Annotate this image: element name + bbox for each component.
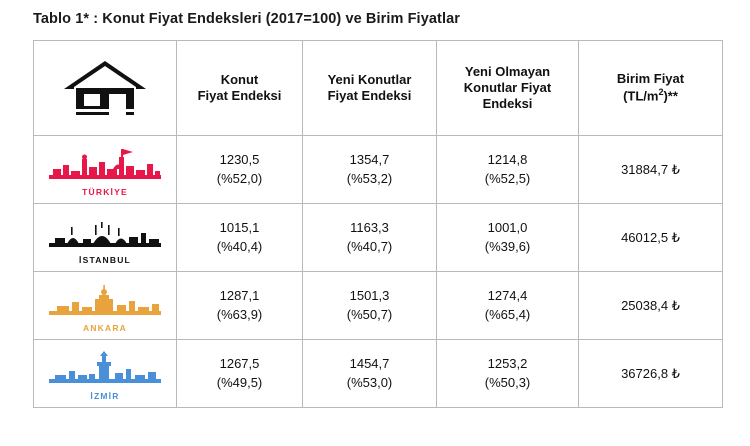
ankara-skyline-icon	[47, 281, 163, 321]
table-header	[34, 41, 723, 136]
turkiye-skyline-icon	[47, 145, 163, 185]
value-main: 1214,8	[487, 151, 528, 167]
header-yeniolmayan-line1: Yeni Olmayan	[464, 63, 551, 79]
city-label: İSTANBUL	[79, 254, 131, 265]
cell-konut-index	[177, 204, 303, 272]
value-percent: (%63,9)	[216, 306, 263, 322]
value-percent: (%50,7)	[346, 306, 393, 322]
cell-konut-index	[177, 340, 303, 408]
cell-birim-fiyat: 31884,7 ₺	[579, 136, 723, 204]
cell-konut-index	[177, 272, 303, 340]
value-percent: (%65,4)	[484, 306, 531, 322]
city-cell-istanbul	[34, 204, 177, 272]
page-title: Tablo 1* : Konut Fiyat Endeksleri (2017=100) ve Birim Fiyatlar	[33, 11, 460, 27]
cell-yeni-index	[303, 272, 437, 340]
header-birim-line1: Birim Fiyat	[616, 71, 685, 87]
cell-yeni-olmayan-index	[437, 272, 579, 340]
value-main: 1454,7	[349, 355, 390, 371]
header-yeni-konutlar-fiyat-endeksi	[303, 41, 437, 136]
value-main: 1230,5	[219, 151, 260, 167]
city-wrap	[34, 281, 176, 333]
header-birim-unit-pre: (TL/m	[623, 88, 659, 104]
value-main: 1001,0	[487, 219, 528, 235]
value-percent: (%40,4)	[216, 238, 263, 254]
header-birim-unit-sup: 2	[658, 87, 664, 98]
header-yeni-olmayan-konutlar-fiyat-endeksi	[437, 41, 579, 136]
cell-birim-fiyat: 36726,8 ₺	[579, 340, 723, 408]
value-main: 1015,1	[219, 219, 260, 235]
header-birim-unit-post: )**	[663, 88, 678, 104]
value-percent: (%49,5)	[216, 374, 263, 390]
cell-yeni-index	[303, 204, 437, 272]
value-percent: (%53,0)	[346, 374, 393, 390]
city-label: TÜRKİYE	[82, 186, 128, 197]
city-wrap	[34, 213, 176, 265]
cell-birim-fiyat: 25038,4 ₺	[579, 272, 723, 340]
value-percent: (%40,7)	[346, 238, 393, 254]
value-percent: (%52,0)	[216, 170, 263, 186]
city-label: ANKARA	[82, 322, 128, 333]
table-row	[34, 204, 723, 272]
housing-price-index-table	[33, 40, 723, 408]
cell-yeni-index	[303, 340, 437, 408]
cell-birim-fiyat: 46012,5 ₺	[579, 204, 723, 272]
header-yeni-line2: Fiyat Endeksi	[327, 88, 412, 103]
table-row	[34, 340, 723, 408]
value-main: 1163,3	[350, 219, 389, 235]
table-header-row	[34, 41, 723, 136]
city-wrap	[34, 349, 176, 401]
header-yeniolmayan-line3: Endeksi	[482, 96, 533, 112]
house-logo-cell	[34, 41, 177, 136]
value-main: 1253,2	[487, 355, 528, 371]
header-yeniolmayan-line2: Konutlar Fiyat	[463, 79, 552, 95]
value-percent: (%52,5)	[484, 170, 531, 186]
value-main: 1501,3	[349, 287, 390, 303]
value-percent: (%50,3)	[484, 374, 531, 390]
table-row	[34, 136, 723, 204]
table-row	[34, 272, 723, 340]
value-main: 1267,5	[219, 355, 260, 371]
header-birim-fiyat	[579, 41, 723, 136]
header-konut-fiyat-endeksi	[177, 41, 303, 136]
cell-konut-index	[177, 136, 303, 204]
value-percent: (%39,6)	[484, 238, 531, 254]
cell-yeni-olmayan-index	[437, 204, 579, 272]
house-icon	[34, 59, 176, 117]
city-cell-izmir	[34, 340, 177, 408]
value-main: 1287,1	[219, 287, 260, 303]
cell-yeni-index	[303, 136, 437, 204]
value-percent: (%53,2)	[346, 170, 393, 186]
header-yeni-line1: Yeni Konutlar	[327, 71, 412, 87]
value-main: 1354,7	[349, 151, 390, 167]
header-konut-line2: Fiyat Endeksi	[197, 88, 282, 103]
table-body	[34, 136, 723, 408]
city-cell-ankara	[34, 272, 177, 340]
header-konut-line1: Konut	[220, 71, 259, 87]
izmir-skyline-icon	[47, 349, 163, 389]
city-wrap	[34, 145, 176, 197]
cell-yeni-olmayan-index	[437, 340, 579, 408]
value-main: 1274,4	[487, 287, 528, 303]
city-label: İZMİR	[90, 390, 120, 401]
city-cell-turkiye	[34, 136, 177, 204]
cell-yeni-olmayan-index	[437, 136, 579, 204]
istanbul-skyline-icon	[47, 213, 163, 253]
header-birim-line2	[579, 87, 722, 105]
